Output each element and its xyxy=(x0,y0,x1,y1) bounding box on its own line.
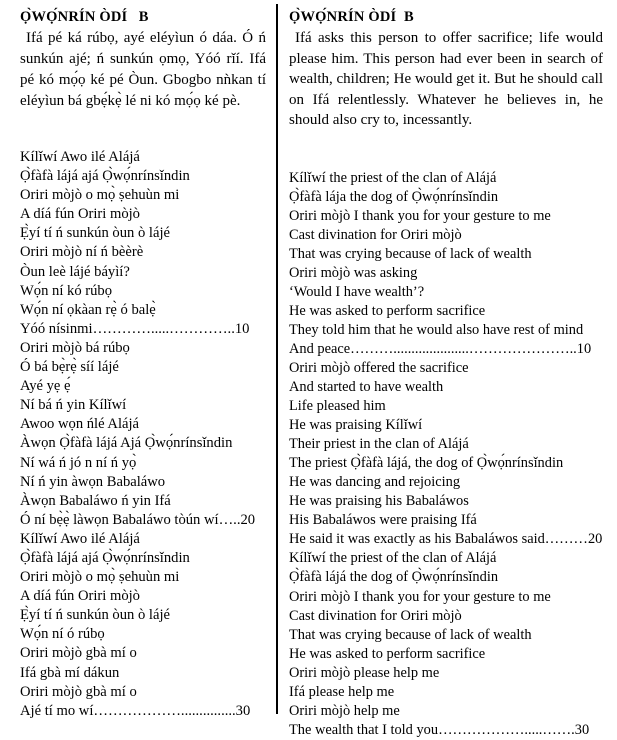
verse-line: Ẹ̀yí tí ń sunkún òun ò lájé xyxy=(20,225,170,242)
verse-line: Kílǐwí Awo ilé Alájá xyxy=(20,149,140,165)
verse-line: Oriri mòjò please help me xyxy=(289,664,440,681)
verse-line: Àwọn Ọ̀fàfà lájá Ajá Ọ̀wọ́nrínsǐndin xyxy=(20,435,233,452)
right-column-verse-list xyxy=(289,169,603,740)
verse-line: Oriri mòjò help me xyxy=(289,702,400,719)
verse-line: Ọ̀fàfà lájá the dog of Ọ̀wọ́nrínsǐndin xyxy=(289,569,499,586)
verse-line: Oriri mòjò offered the sacrifice xyxy=(289,359,469,376)
verse-line: Oriri mòjò I thank you for your gesture to me xyxy=(289,588,551,605)
verse-line: Oriri mòjò o mọ̀ ṣehuùn mi xyxy=(20,569,180,586)
left-column-verse-list xyxy=(20,148,266,721)
verse-line: Ní bá ń yin Kílǐwí xyxy=(20,397,127,414)
verse-line: Ifá please help me xyxy=(289,683,395,700)
verse-line: Ọ̀fàfà lája the dog of Ọ̀wọ́nrínsǐndin xyxy=(289,188,499,205)
verse-line: Ní wá ń jó n ní ń yọ̀ xyxy=(20,454,137,471)
left-column-heading: Ọ̀WỌ́NRÍN ÒDÍ B xyxy=(20,9,149,25)
verse-line: A díá fún Oriri mòjò xyxy=(20,206,140,223)
verse-line: That was crying because of lack of wealth xyxy=(289,245,532,262)
verse-line: Ó bá bẹ̀rẹ̀ síí lájé xyxy=(20,359,119,376)
verse-line: Wọ́n ní ó rúbọ xyxy=(20,626,105,643)
right-column-heading: Ọ̀WỌ́NRÍN ÒDÍ B xyxy=(289,9,414,25)
verse-line: Oriri mòjò gbà mí o xyxy=(20,645,137,662)
right-column-intro-paragraph: Ifá asks this person to offer sacrifice; life would please him. This person had ever been in search of wealth, children; He would get it. But he should call on Ifá relentlessly. Whatever he believes in, he should also cry to, incessantly. xyxy=(289,30,603,128)
right-column-english xyxy=(280,0,617,740)
verse-line: He was dancing and rejoicing xyxy=(289,474,461,491)
verse-line: He was asked to perform sacrifice xyxy=(289,645,486,662)
left-column-yoruba xyxy=(0,0,276,721)
verse-line: Ó ní bẹ̀ẹ̀ làwọn Babaláwo tòún wí…..20 xyxy=(20,511,256,528)
verse-line: Oriri mòjò I thank you for your gesture to me xyxy=(289,207,551,224)
verse-line: Oriri mòjò o mọ̀ ṣehuùn mi xyxy=(20,187,180,204)
left-column-intro-paragraph: Ifá pé ká rúbọ, ayé eléyìun ó dáa. Ó ń sunkún ajé; ń sunkún ọmọ, Yóó rǐí. Ifá pé kó mọ́ọ ké pé Òun. Gbogbo nǹkan tí eléyìun bá gbẹ́kẹ̀ lé ni kó mọ́ọ ké pè. xyxy=(20,30,266,109)
verse-line: Kílǐwí the priest of the clan of Alájá xyxy=(289,169,497,186)
verse-line: Ọ̀fàfà lájá ajá Ọ̀wọ́nrínsǐndin xyxy=(20,549,190,566)
verse-line: Oriri mòjò bá rúbọ xyxy=(20,339,130,356)
verse-line: Oriri mòjò ní ń bèèrè xyxy=(20,244,144,261)
verse-line: He was praising his Babaláwos xyxy=(289,493,469,510)
verse-line: He said it was exactly as his Babaláwos said………20 xyxy=(289,531,603,548)
verse-line: Àwọn Babaláwo ń yin Ifá xyxy=(20,492,171,509)
verse-line: The wealth that I told you……………….....…….30 xyxy=(289,721,590,738)
verse-line: Life pleased him xyxy=(289,398,386,415)
verse-line: That was crying because of lack of wealth xyxy=(289,626,532,643)
verse-line: Wọ́n ní ọkàan rẹ̀ ó balẹ̀ xyxy=(20,301,156,318)
verse-line: A díá fún Oriri mòjò xyxy=(20,588,140,605)
verse-line: Kílǐwí the priest of the clan of Alájá xyxy=(289,550,497,567)
verse-line: Ní ń yin àwọn Babaláwo xyxy=(20,473,166,490)
verse-line: Kílǐwí Awo ilé Alájá xyxy=(20,530,140,547)
verse-line: Awoo wọn ńlé Alájá xyxy=(20,416,140,433)
verse-line: Oriri mòjò was asking xyxy=(289,264,418,281)
verse-line: Wọ́n ní kó rúbọ xyxy=(20,282,113,299)
verse-line: ‘Would I have wealth’? xyxy=(289,283,425,300)
verse-line: Oriri mòjò gbà mí o xyxy=(20,683,137,700)
verse-line: Their priest in the clan of Alájá xyxy=(289,436,469,453)
verse-line: The priest Ọ̀fàfà lájá, the dog of Ọ̀wọ́nrínsǐndin xyxy=(289,455,564,472)
verse-line: Ayé yẹ ẹ́ xyxy=(20,378,71,395)
verse-line: Cast divination for Oriri mòjò xyxy=(289,607,462,624)
verse-line: They told him that he would also have rest of mind xyxy=(289,321,584,338)
verse-line: Ajé tí mo wí………………...............30 xyxy=(20,702,251,719)
verse-line: Òun leè lájé báyìí? xyxy=(20,263,130,280)
verse-line: Ọ̀fàfà lájá ajá Ọ̀wọ́nrínsǐndin xyxy=(20,168,190,185)
verse-line: Ẹ̀yí tí ń sunkún òun ò lájé xyxy=(20,607,170,624)
column-divider xyxy=(276,4,278,714)
verse-line: His Babaláwos were praising Ifá xyxy=(289,512,477,529)
verse-line: He was asked to perform sacrifice xyxy=(289,302,486,319)
verse-line: And started to have wealth xyxy=(289,379,444,396)
verse-line: Ifá gbà mí dákun xyxy=(20,664,120,681)
verse-line: And peace……….....................…………………..10 xyxy=(289,340,592,357)
verse-line: He was praising Kílǐwí xyxy=(289,417,423,434)
verse-line: Yóó nísinmi………….....…………..10 xyxy=(20,320,250,337)
verse-line: Cast divination for Oriri mòjò xyxy=(289,226,462,243)
